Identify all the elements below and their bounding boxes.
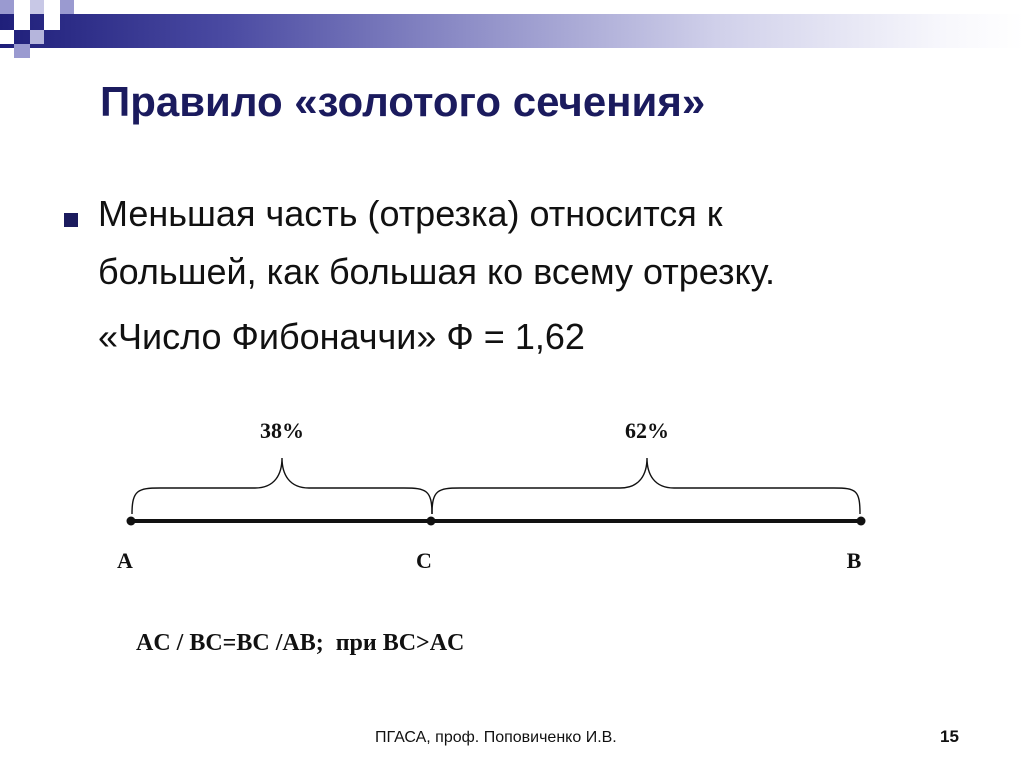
left-brace bbox=[132, 458, 432, 514]
point-b-label: B bbox=[846, 548, 862, 573]
left-percent-label: 38% bbox=[260, 418, 304, 443]
slide-title: Правило «золотого сечения» bbox=[100, 78, 706, 125]
ratio-formula: AC / BC=BC /AB; при BC>AC bbox=[136, 630, 465, 656]
bullet-text-line-3: «Число Фибоначчи» Ф = 1,62 bbox=[98, 316, 585, 357]
footer-author: ПГАСА, проф. Поповиченко И.В. bbox=[375, 729, 617, 746]
right-percent-label: 62% bbox=[625, 418, 669, 443]
point-c-label: C bbox=[416, 548, 432, 573]
bullet-text-line-2: большей, как большая ко всему отрезку. bbox=[98, 251, 776, 292]
point-b-dot bbox=[857, 517, 866, 526]
right-brace bbox=[432, 458, 860, 514]
point-a-label: A bbox=[117, 548, 133, 573]
bullet-text-line-1: Меньшая часть (отрезка) относится к bbox=[98, 193, 723, 234]
page-number: 15 bbox=[940, 727, 959, 746]
point-c-dot bbox=[427, 517, 436, 526]
point-a-dot bbox=[127, 517, 136, 526]
